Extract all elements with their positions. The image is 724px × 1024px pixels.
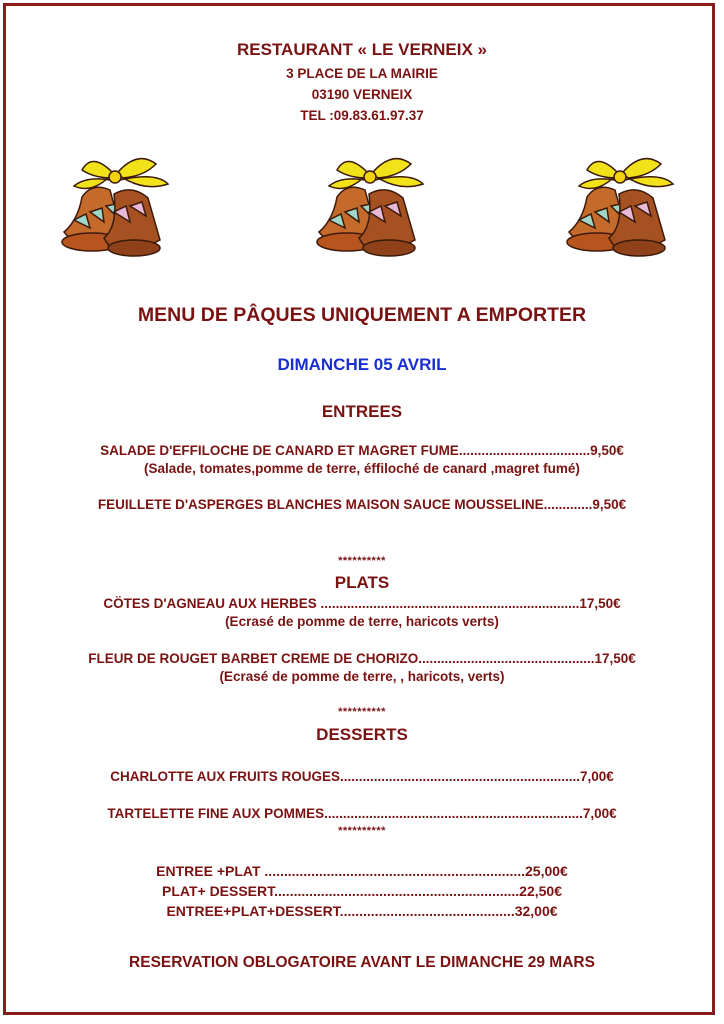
separator: ********** (338, 555, 386, 567)
menu-item-detail: (Ecrasé de pomme de terre, , haricots, verts) (219, 669, 505, 684)
menu-title: MENU DE PÂQUES UNIQUEMENT A EMPORTER (137, 304, 587, 326)
easter-bells-icon (52, 142, 184, 272)
section-heading-desserts: DESSERTS (316, 725, 408, 744)
separator: ********** (338, 825, 386, 837)
city: 03190 VERNEIX (311, 87, 413, 102)
menu-item: CHARLOTTE AUX FRUITS ROUGES................................................................7,00€ (110, 769, 614, 784)
separator: ********** (338, 706, 386, 718)
address: 3 PLACE DE LA MAIRIE (286, 66, 438, 81)
section-heading-plats: PLATS (334, 573, 390, 592)
menu-item-detail: (Ecrasé de pomme de terre, haricots verts) (225, 614, 499, 629)
formule-line: ENTREE+PLAT+DESSERT.............................................32,00€ (166, 903, 558, 919)
formule-line: ENTREE +PLAT ...................................................................25,00€ (156, 863, 568, 879)
restaurant-name: RESTAURANT « LE VERNEIX » (236, 40, 487, 59)
menu-item-detail: (Salade, tomates,pomme de terre, éffiloché de canard ,magret fumé) (144, 461, 580, 476)
section-heading-entrees: ENTREES (321, 402, 403, 421)
reservation-notice: RESERVATION OBLOGATOIRE AVANT LE DIMANCHE 29 MARS (129, 954, 595, 971)
menu-item: FEUILLETE D'ASPERGES BLANCHES MAISON SAUCE MOUSSELINE.............9,50€ (97, 497, 627, 512)
menu-date: DIMANCHE 05 AVRIL (277, 355, 447, 374)
easter-bells-icon (307, 142, 439, 272)
phone: TEL :09.83.61.97.37 (300, 108, 424, 123)
menu-item: SALADE D'EFFILOCHE DE CANARD ET MAGRET FUME...................................9,50€ (100, 443, 624, 458)
menu-item: CÖTES D'AGNEAU AUX HERBES .....................................................................17,50€ (103, 596, 621, 611)
formule-line: PLAT+ DESSERT...............................................................22,50€ (161, 883, 563, 899)
menu-item: TARTELETTE FINE AUX POMMES.....................................................................7,00€ (107, 806, 617, 821)
menu-item: FLEUR DE ROUGET BARBET CREME DE CHORIZO...............................................17,50€ (88, 651, 636, 666)
easter-bells-icon (557, 142, 689, 272)
